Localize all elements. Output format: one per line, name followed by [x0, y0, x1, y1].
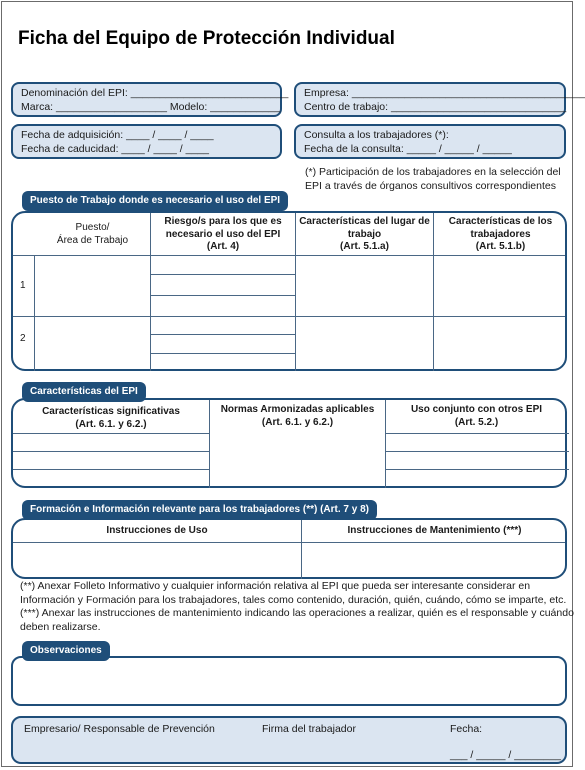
header-text: Características significativas	[42, 406, 180, 417]
header-trabajadores	[434, 216, 567, 254]
note-line: Información y Formación para los trabajadores, tales como contenido, duración, quién, cuándo, cómo se imparte, etc.	[20, 593, 567, 606]
header-text: Riesgo/s para los que es	[164, 216, 282, 227]
section-tab-training: Formación e Información relevante para los trabajadores (**) (Art. 7 y 8)	[22, 500, 377, 520]
epi-name-field[interactable]: Denominación del EPI: ___________________________	[21, 87, 289, 99]
header-text: (Art. 5.1.a)	[340, 241, 389, 252]
sub-row-divider	[150, 334, 295, 335]
header-text: Puesto/	[75, 222, 110, 233]
date-label: Fecha:	[450, 723, 483, 735]
header-text: (Art. 4)	[206, 241, 240, 252]
row-divider	[13, 433, 209, 434]
workplace-table	[11, 211, 567, 371]
consultation-date-field[interactable]: Fecha de la consulta: _____ / _____ / _____	[304, 142, 512, 155]
signatures-box	[11, 716, 567, 764]
row-number: 2	[20, 333, 26, 344]
expiry-date-field[interactable]: Fecha de caducidad: ____ / ____ / ____	[21, 142, 209, 155]
row-divider	[13, 542, 565, 543]
section-tab-epi: Características del EPI	[22, 382, 146, 402]
section-tab-workplace: Puesto de Trabajo donde es necesario el uso del EPI	[22, 191, 288, 211]
header-text: trabajo	[347, 228, 382, 240]
header-text: Normas Armonizadas aplicables	[220, 404, 375, 415]
note-line: deben realizarse.	[20, 620, 101, 633]
worker-signature-label: Firma del trabajador	[262, 723, 356, 735]
consultation-note	[305, 166, 567, 193]
header-text: Área de Trabajo	[56, 234, 129, 246]
row-divider	[385, 451, 569, 452]
consultation-label: Consulta a los trabajadores (*):	[304, 129, 449, 141]
header-text: Uso conjunto con otros EPI	[410, 404, 543, 415]
workplace-field[interactable]: Centro de trabajo: ______________________________	[304, 100, 567, 113]
sub-row-divider	[150, 353, 295, 354]
row-number: 1	[20, 280, 26, 291]
row-divider	[13, 469, 209, 470]
company-field[interactable]: Empresa: ________________________________________	[304, 87, 585, 99]
header-riesgo	[151, 216, 295, 254]
header-text: (Art. 6.1. y 6.2.)	[75, 418, 147, 430]
header-text: (Art. 5.2.)	[454, 416, 499, 428]
signature-date-field[interactable]: ___ / _____ / ________	[450, 749, 561, 761]
epi-characteristics-table	[11, 398, 567, 488]
company-info-box	[294, 82, 585, 117]
sub-row-divider	[150, 274, 295, 275]
brand-model-field[interactable]: Marca: ___________________ Modelo: ____________	[21, 100, 281, 113]
employer-signature-label: Empresario/ Responsable de Prevención	[24, 723, 215, 735]
consultation-note-line: EPI a través de órganos consultivos correspondientes	[305, 179, 556, 192]
col-divider	[34, 255, 35, 371]
header-instrucciones-uso: Instrucciones de Uso	[106, 525, 208, 536]
header-text: necesario el uso del EPI	[165, 228, 281, 240]
note-line: (**) Anexar Folleto Informativo y cualquier información relativa al EPI que pueda ser interesante considerar en	[20, 580, 531, 592]
header-lugar	[296, 216, 433, 254]
sub-row-divider	[150, 295, 295, 296]
consultation-note-line: (*) Participación de los trabajadores en la selección del	[305, 166, 561, 178]
header-caracteristicas	[13, 406, 209, 431]
consultation-info-box	[294, 124, 566, 159]
row-divider	[13, 316, 565, 317]
header-instrucciones-mantenimiento: Instrucciones de Mantenimiento (***)	[347, 525, 522, 536]
section-tab-observations: Observaciones	[22, 641, 110, 661]
row-divider	[13, 451, 209, 452]
header-text: Características de los	[448, 216, 553, 227]
acquisition-date-field[interactable]: Fecha de adquisición: ____ / ____ / ____	[21, 129, 214, 141]
header-uso-conjunto	[386, 404, 567, 429]
dates-info-box	[11, 124, 282, 159]
header-text: (Art. 6.1. y 6.2.)	[261, 416, 334, 428]
row-divider	[13, 255, 565, 256]
observations-box[interactable]	[11, 656, 567, 706]
training-table	[11, 518, 567, 579]
row-divider	[385, 469, 569, 470]
annex-notes	[20, 580, 574, 634]
note-line: (***) Anexar las instrucciones de mantenimiento indicando las operaciones a realizar, quién es el responsable y cuándo	[20, 607, 574, 619]
page-title: Ficha del Equipo de Protección Individual	[18, 28, 395, 49]
header-text: trabajadores	[470, 228, 531, 240]
header-puesto	[35, 222, 150, 247]
header-normas	[210, 404, 385, 429]
row-divider	[385, 433, 569, 434]
epi-info-box	[11, 82, 289, 117]
header-text: (Art. 5.1.b)	[475, 241, 526, 252]
header-text: Características del lugar de	[299, 216, 430, 227]
